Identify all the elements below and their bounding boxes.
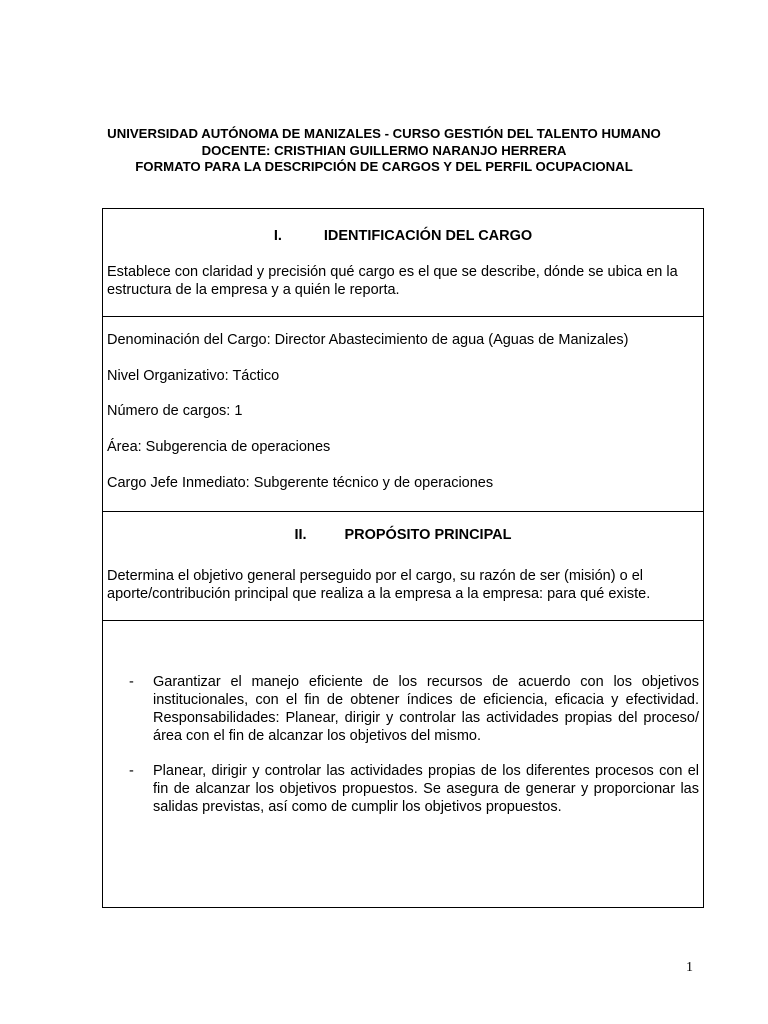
- section-number: II.: [294, 527, 307, 543]
- section-identificacion: [103, 209, 703, 317]
- field-nivel: Nivel Organizativo: Táctico: [107, 368, 280, 384]
- section-proposito: [103, 512, 703, 621]
- header-university: UNIVERSIDAD AUTÓNOMA DE MANIZALES - CURSO GESTIÓN DEL TALENTO HUMANO: [107, 126, 661, 141]
- section-title: [103, 228, 703, 244]
- section-description: Establece con claridad y precisión qué cargo es el que se describe, dónde se ubica en la estructura de la empresa y a quién le reporta.: [107, 264, 678, 298]
- list-bullet: -: [129, 763, 134, 779]
- purposes-list: [103, 673, 703, 833]
- header-format-title: FORMATO PARA LA DESCRIPCIÓN DE CARGOS Y DEL PERFIL OCUPACIONAL: [135, 159, 633, 175]
- list-item: [103, 673, 703, 745]
- field-area: Área: Subgerencia de operaciones: [107, 439, 331, 455]
- section-description: Determina el objetivo general perseguido por el cargo, su razón de ser (misión) o el aporte/contribución principal que realiza a la empresa a la empresa: para qué existe.: [107, 568, 651, 602]
- section-number: I.: [273, 228, 282, 244]
- job-description-table: [102, 208, 704, 908]
- header-teacher: DOCENTE: CRISTHIAN GUILLERMO NARANJO HERRERA: [201, 142, 567, 158]
- field-denominacion: Denominación del Cargo: Director Abastecimiento de agua (Aguas de Manizales): [107, 332, 629, 348]
- section-title-text: PROPÓSITO PRINCIPAL: [344, 527, 512, 543]
- section-title: [103, 527, 703, 543]
- page-number: 1: [686, 960, 693, 975]
- document-header: [0, 126, 768, 176]
- field-jefe: Cargo Jefe Inmediato: Subgerente técnico y de operaciones: [107, 475, 494, 491]
- section-purposes-list: [103, 621, 703, 907]
- list-item-text: Planear, dirigir y controlar las actividades propias de los diferentes procesos con el fin de alcanzar los objetivos propuestos. Se asegura de generar y proporcionar las salidas previstas, así como de cumplir los objetivos propuestos.: [153, 763, 699, 815]
- list-item: [103, 762, 703, 816]
- list-bullet: -: [129, 674, 134, 690]
- list-item-text: Garantizar el manejo eficiente de los recursos de acuerdo con los objetivos institucionales, con el fin de obtener índices de eficiencia, eficacia y efectividad. Responsabilidades: Planear, dirigir y controlar las actividades propias del proceso/área con el fin de alcanzar los objetivos del mismo.: [153, 674, 699, 744]
- section-fields: [103, 317, 703, 512]
- section-title-text: IDENTIFICACIÓN DEL CARGO: [323, 228, 533, 244]
- field-numero: Número de cargos: 1: [107, 403, 243, 419]
